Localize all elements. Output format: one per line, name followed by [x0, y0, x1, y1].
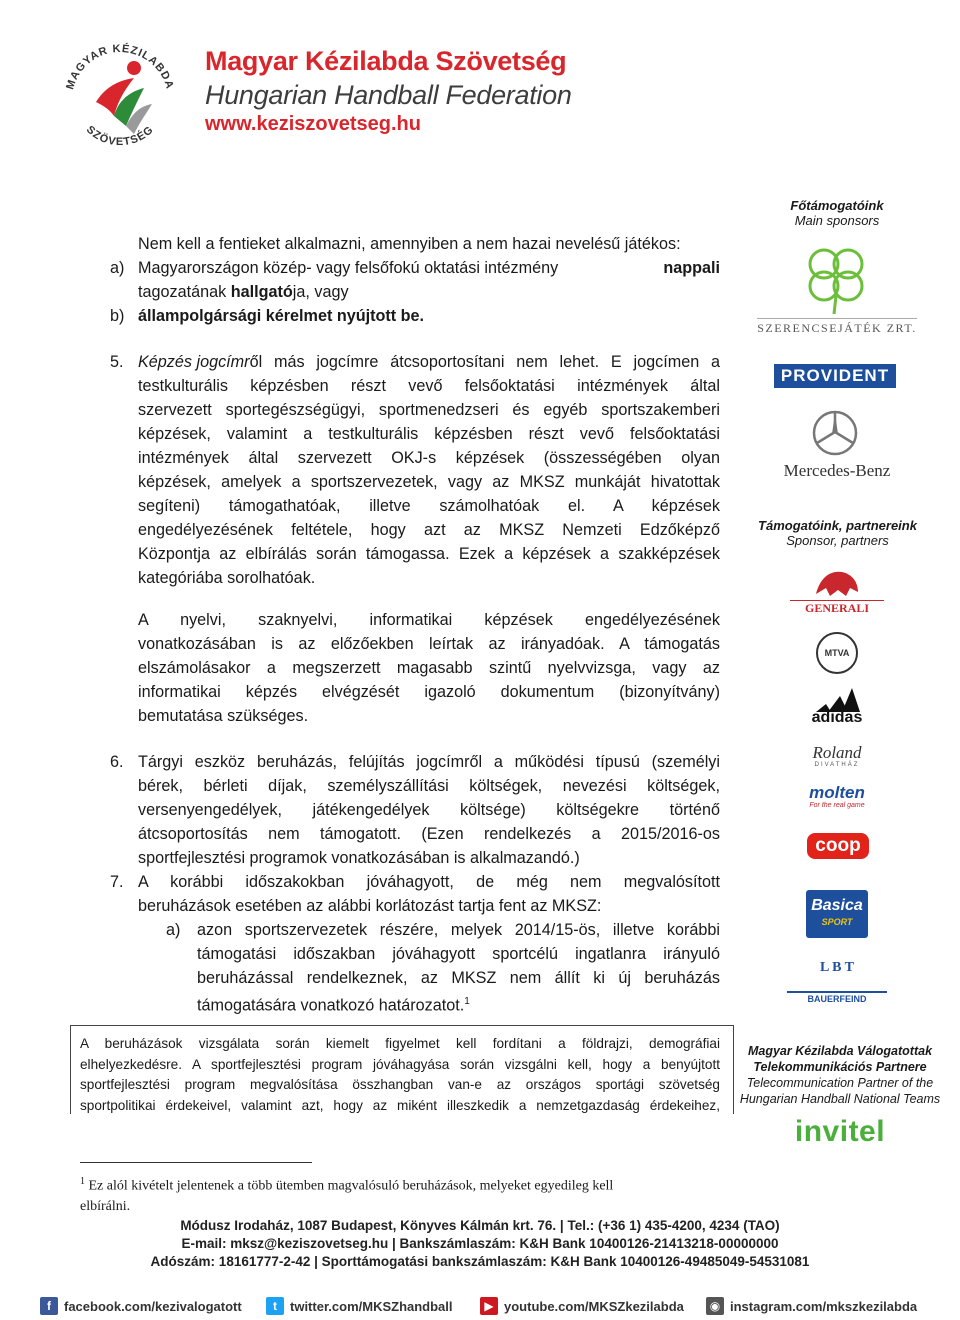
- adidas-logo: adidas: [811, 709, 863, 726]
- youtube-text: youtube.com/MKSZkezilabda: [504, 1298, 684, 1314]
- instagram-text: instagram.com/mkszkezilabda: [730, 1298, 918, 1314]
- section-5-number: 5.: [110, 353, 124, 371]
- list-marker-a: a): [110, 259, 125, 277]
- item-a-text2: tagozatának: [138, 283, 231, 301]
- footer-email-bank: E-mail: mksz@keziszovetseg.hu | Bankszámlaszám: K&H Bank 10400126-21413218-00000000: [181, 1236, 779, 1251]
- section-5-line1: [138, 350, 720, 374]
- szerencsejatek-logo: SZERENCSEJÁTÉK ZRT.: [757, 318, 917, 336]
- twitter-icon: t: [266, 1297, 284, 1315]
- boxed-text: [80, 1034, 720, 1116]
- item-a-bold2: hallgató: [230, 283, 293, 301]
- item-a-bold: nappali: [663, 259, 720, 277]
- item-a-line2: [138, 280, 349, 304]
- item-a-text3: ja, vagy: [292, 283, 349, 301]
- section-5-line: képzések, amelyek a sportszervezetek, vagy az MKSZ munkáját hivatottak: [138, 473, 720, 491]
- provident-logo: PROVIDENT: [774, 364, 896, 388]
- boxed-line: A beruházások vizsgálata során kiemelt figyelmet kell fordítani a földrajzi, demográfiai: [80, 1036, 720, 1051]
- section-6-line: versenyengedélyek, játékengedélyek költsége) költségekre történő: [138, 801, 720, 819]
- twitter-link[interactable]: [266, 1297, 453, 1315]
- section-6-line: bérek, bérleti díjak, személyszállítási költségek, nevezési költségek,: [138, 777, 720, 795]
- main-sponsors-heading: Főtámogatóink: [790, 198, 884, 213]
- paragraph-2-line: vonatkozásában is az előzőekben leírtak az irányadóak. A támogatás: [138, 635, 720, 653]
- item-b-text: állampolgársági kérelmet nyújtott be.: [138, 307, 425, 325]
- section-5-italic: Képzés jogcímr: [138, 353, 250, 371]
- header-website[interactable]: www.keziszovetseg.hu: [205, 113, 421, 135]
- section-7a-marker: a): [166, 921, 181, 939]
- invitel-logo: invitel: [794, 1115, 886, 1148]
- molten-sub: For the real game: [809, 802, 865, 809]
- boxed-line: elhelyezkedésre. A sportfejlesztési program jóváhagyása során vizsgálni kell, hogy a benyújtott: [80, 1056, 720, 1072]
- footer-address: Módusz Irodaház, 1087 Budapest, Könyves Kálmán krt. 76. | Tel.: (+36 1) 435-4200, 4234 (TAO): [180, 1218, 780, 1233]
- section-5-body: [138, 374, 720, 590]
- footnote-number: 1: [80, 1176, 85, 1187]
- item-a-line1: [138, 256, 720, 280]
- section-7-line: A korábbi időszakokban jóváhagyott, de még nem megvalósított: [138, 873, 720, 891]
- section-6-body: [138, 750, 720, 870]
- mercedes-star-icon: [812, 410, 858, 456]
- mtva-logo: MTVA: [816, 632, 858, 674]
- section-6-line: átcsoportosítás nem támogatott. (Ezen rendelkezés a 2015/2016-os: [138, 825, 720, 843]
- main-sponsors-sub: Main sponsors: [794, 213, 880, 228]
- section-6-number: 6.: [110, 753, 124, 771]
- section-5-line: képzések, valamint a testkulturális képzésben részt vevő felsőoktatási: [138, 425, 720, 443]
- footnote-separator: [80, 1162, 312, 1163]
- paragraph-2: [138, 608, 720, 728]
- bauerfeind-logo: BAUERFEIND: [787, 991, 887, 1004]
- support-sub: Sponsor, partners: [786, 533, 889, 548]
- mksz-logo: [56, 30, 184, 158]
- generali-logo: GENERALI: [790, 600, 884, 616]
- instagram-icon: ◉: [706, 1297, 724, 1315]
- lbt-logo: L B T: [820, 960, 854, 975]
- section-7-body: [138, 870, 720, 918]
- paragraph-2-line: bemutatása szükséges.: [138, 707, 309, 725]
- basica-sub: SPORT: [821, 917, 853, 927]
- telecom-line: Magyar Kézilabda Válogatottak: [747, 1044, 933, 1058]
- header-title: Magyar Kézilabda Szövetség: [205, 46, 567, 76]
- footnote-line2: elbírálni.: [80, 1198, 131, 1214]
- svg-text:MAGYAR KÉZILABDA: MAGYAR KÉZILABDA: [64, 42, 176, 91]
- coop-logo: coop: [807, 833, 869, 859]
- generali-lion-icon: [812, 564, 862, 600]
- sidebar-support-heading-block: [745, 518, 930, 548]
- list-marker-b: b): [110, 307, 125, 325]
- section-7a-line: támogatási időszakban jóváhagyott sportcélú ingatlanra irányuló: [197, 945, 720, 963]
- boxed-line: sportpolitikai érdekeivel, valamint azt, hogy az miként illeszkedik a nemzetgazdaság érdekeihez,: [80, 1097, 720, 1113]
- mercedes-logo: Mercedes-Benz: [783, 461, 891, 480]
- section-5-line: testkulturális képzésben részt vevő felsőoktatási intézmények által: [138, 377, 720, 395]
- section-5-line: intézmények által szervezett OKJ-s képzések (összességében olyan: [138, 449, 720, 467]
- section-7a-body: [197, 918, 720, 1017]
- paragraph-2-line: elszámolásakor a megszerzett magasabb szintű nyelvvizsga, vagy az: [138, 659, 720, 677]
- section-7a-line: [197, 990, 720, 1017]
- instagram-link[interactable]: [706, 1297, 917, 1315]
- roland-sub: DIVATHÁZ: [814, 762, 860, 768]
- telecom-partner-block: [730, 1043, 950, 1107]
- facebook-icon: f: [40, 1297, 58, 1315]
- youtube-icon: ▶: [480, 1297, 498, 1315]
- svg-text:SZÖVETSÉG: SZÖVETSÉG: [83, 123, 157, 149]
- paragraph-2-line: informatikai képzés elvégzését igazoló dokumentum (bizonyítvány): [138, 683, 720, 701]
- facebook-link[interactable]: [40, 1297, 242, 1315]
- footnote: [80, 1172, 730, 1217]
- paragraph-2-line: A nyelvi, szaknyelvi, informatikai képzések engedélyezésének: [138, 611, 720, 629]
- telecom-line: Hungarian Handball National Teams: [739, 1092, 941, 1106]
- section-5-line: kategóriába sorolhatóak.: [138, 569, 316, 587]
- twitter-text: twitter.com/MKSZhandball: [290, 1298, 453, 1314]
- roland-logo: Roland: [812, 743, 862, 762]
- basica-text: Basica: [811, 897, 863, 914]
- clover-icon: [800, 240, 872, 316]
- section-6-line: Tárgyi eszköz beruházás, felújítás jogcímről a működési típusú (személyi: [138, 753, 720, 771]
- facebook-text: facebook.com/kezivalogatott: [64, 1298, 242, 1314]
- section-7a-line: azon sportszervezetek részére, melyek 2014/15-ös, illetve korábbi: [197, 921, 720, 939]
- section-5-line: szervezett sportegészségügyi, sportmenedzseri és egyéb sportszakemberi: [138, 401, 720, 419]
- section-5-line1-rest: ől más jogcímre átcsoportosítani nem lehet. E jogcímen a: [249, 353, 720, 371]
- section-6-line: sportfejlesztési programok vonatkozásában is alkalmazandó.): [138, 849, 580, 867]
- molten-logo: molten: [809, 783, 865, 802]
- section-7a-last: támogatására vonatkozó határozatot.: [197, 996, 465, 1015]
- header-subtitle: Hungarian Handball Federation: [205, 80, 572, 110]
- section-7-number: 7.: [110, 873, 124, 891]
- section-5-line: Központja az elbírálás során támogassa. Ezek a képzések a szakképzések: [138, 545, 720, 563]
- support-heading: Támogatóink, partnereink: [758, 518, 917, 533]
- telecom-line: Telekommunikációs Partnere: [753, 1060, 927, 1074]
- telecom-line: Telecommunication Partner of the: [746, 1076, 934, 1090]
- sidebar-main-heading-block: [757, 198, 917, 228]
- section-5-line: engedélyezésének feltétele, hogy azt az MKSZ Nemzeti Edzőképző: [138, 521, 720, 539]
- youtube-link[interactable]: [480, 1297, 684, 1315]
- section-7-line: beruházások esetében az alábbi korlátozást tartja fent az MKSZ:: [138, 897, 602, 915]
- footer-tax-bank: Adószám: 18161777-2-42 | Sporttámogatási bankszámlaszám: K&H Bank 10400126-49485049-54531081: [150, 1254, 810, 1269]
- boxed-line: sportfejlesztési program megvalósítása összhangban van-e az országos sportági szövetség: [80, 1077, 720, 1092]
- footnote-line1: Ez alól kivételt jelentenek a több ütemben magvalósuló beruházások, melyeket egyedileg kell: [88, 1178, 614, 1194]
- section-5-line: segíteni) támogathatóak, illetve számolhatóak el. A képzések: [138, 497, 720, 515]
- footnote-ref[interactable]: 1: [464, 996, 470, 1007]
- section-7a-line: beruházással rendelkeznek, az MKSZ nem állít ki új beruházás: [197, 969, 720, 987]
- intro-text: Nem kell a fentieket alkalmazni, amennyiben a nem hazai nevelésű játékos:: [138, 235, 681, 253]
- item-a-text: Magyarországon közép- vagy felsőfokú oktatási intézmény: [138, 259, 559, 277]
